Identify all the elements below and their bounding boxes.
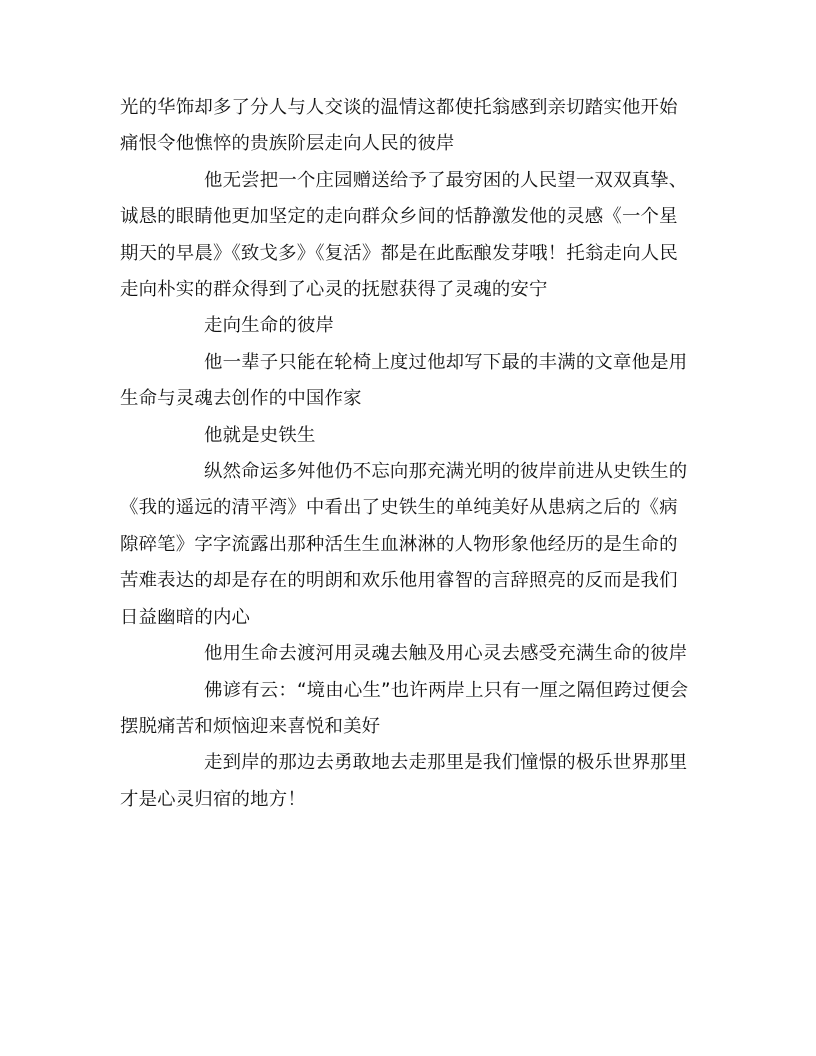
paragraph-2: 他无尝把一个庄园赠送给予了最穷困的人民望一双双真挚、诚恳的眼睛他更加坚定的走向群众乡间的恬静激发他的灵感《一个星期天的早晨》《致戈多》《复活》都是在此酝酿发芽哦！托翁走向人民走向朴实的群众得到了心灵的抚慰获得了灵魂的安宁 [120,169,688,301]
document-body [120,90,690,818]
paragraph-8: 佛谚有云：“境由心生”也许两岸上只有一厘之隔但跨过便会摆脱痛苦和烦恼迎来喜悦和美好 [120,679,689,737]
paragraph-6: 纵然命运多舛他仍不忘向那充满光明的彼岸前进从史铁生的《我的遥远的清平湾》中看出了史铁生的单纯美好从患病之后的《病隙碎笔》字字流露出那种活生生血淋淋的人物形象他经历的是生命的苦难表达的却是存在的明朗和欢乐他用睿智的言辞照亮的反而是我们日益幽暗的内心 [120,461,688,628]
paragraph-7: 他用生命去渡河用灵魂去触及用心灵去感受充满生命的彼岸 [204,643,688,665]
paragraph-4: 他一辈子只能在轮椅上度过他却写下最的丰满的文章他是用生命与灵魂去创作的中国作家 [120,351,688,410]
paragraph-9: 走到岸的那边去勇敢地去走那里是我们憧憬的极乐世界那里才是心灵归宿的地方！ [120,752,688,810]
paragraph-3-heading: 走向生命的彼岸 [204,315,335,337]
paragraph-5: 他就是史铁生 [204,424,316,446]
paragraph-1: 光的华饰却多了分人与人交谈的温情这都使托翁感到亲切踏实他开始痛恨令他憔悴的贵族阶层走向人民的彼岸 [120,97,678,155]
